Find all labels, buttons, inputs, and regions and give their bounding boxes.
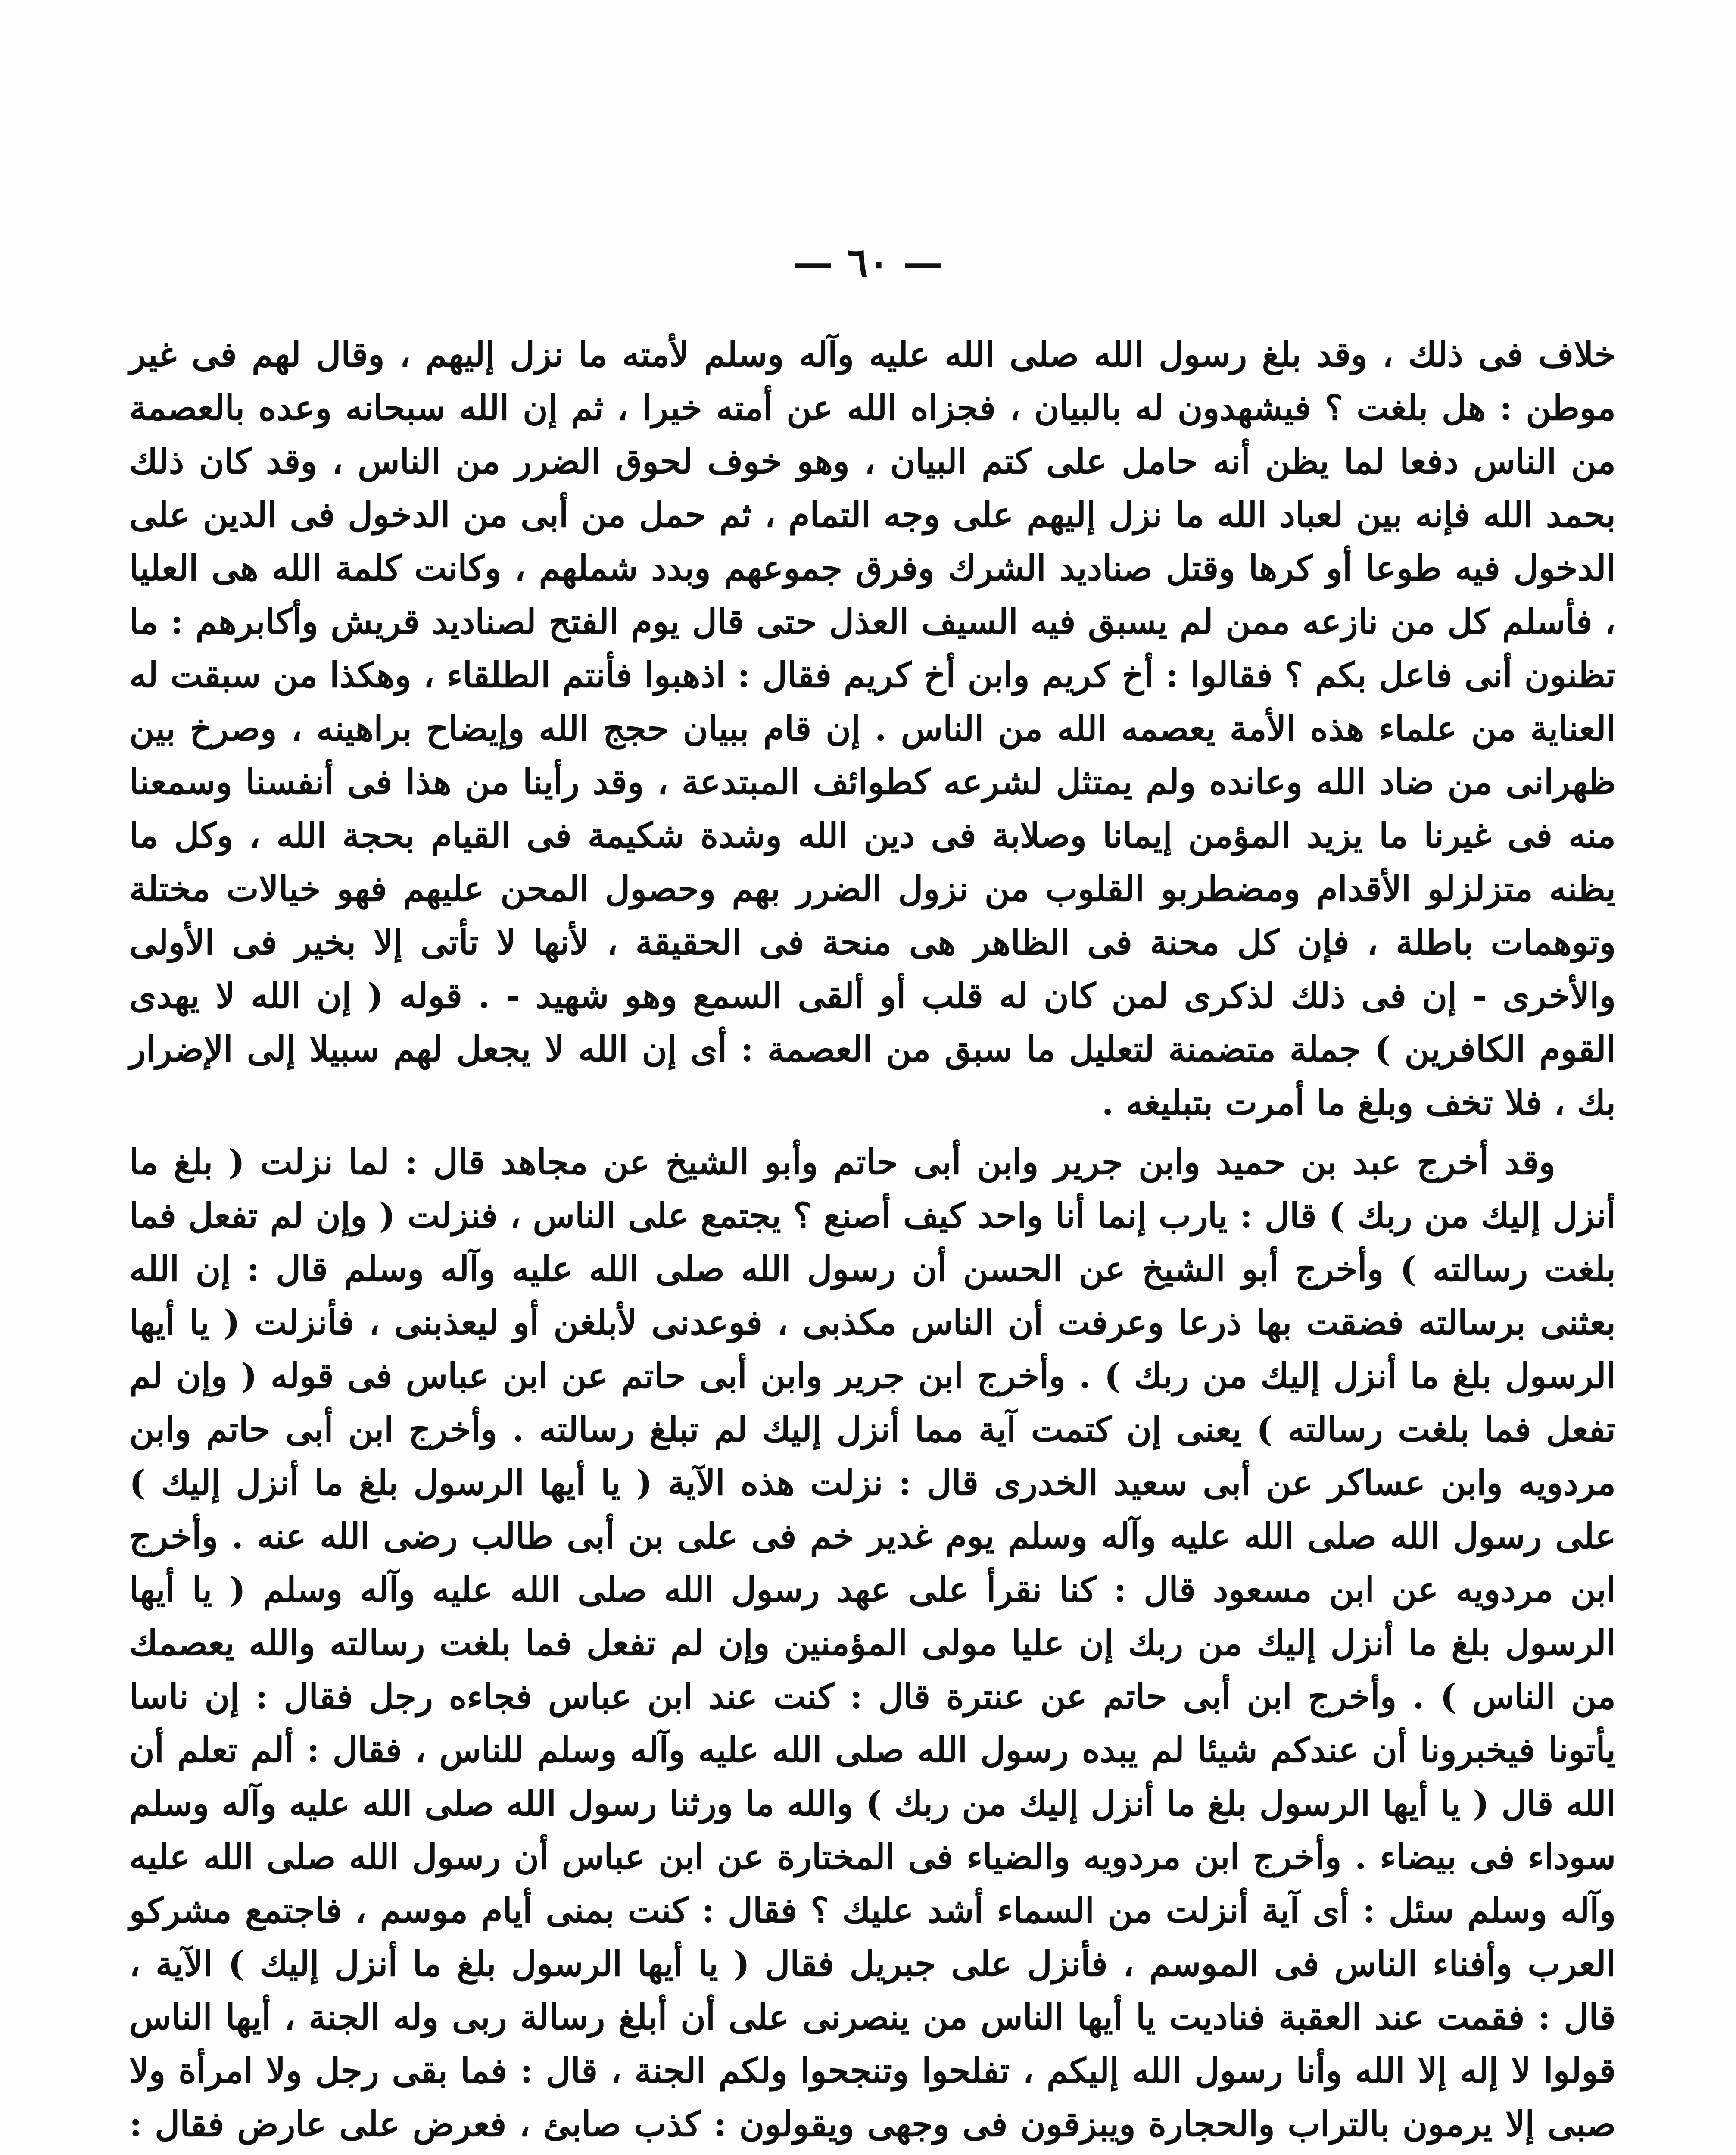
page-number: — ٦٠ — [793,239,943,286]
paragraph-narrations: وقد أخرج عبد بن حميد وابن جرير وابن أبى حاتم وأبو الشيخ عن مجاهد قال : لما نزلت ( بلغ ما أنزل إليك من ربك ) قال : يارب إنما أنا واحد كيف أصنع ؟ يجتمع على الناس ، فنزلت ( وإن لم تفعل فما بلغت رسالته ) وأخرج أبو الشيخ عن الحسن أن رسول الله صلى الله عليه وآله وسلم قال : إن الله بعثنى برسالته فضقت بها ذرعا وعرفت أن الناس مكذبى ، فوعدنى لأبلغن أو ليعذبنى ، فأنزلت ( يا أيها الرسول بلغ ما أنزل إليك من ربك ) . وأخرج ابن جرير وابن أبى حاتم عن ابن عباس فى قوله ( وإن لم تفعل فما بلغت رسالته ) يعنى إن كتمت آية مما أنزل إليك لم تبلغ رسالته . وأخرج ابن أبى حاتم وابن مردويه وابن عساكر عن أبى سعيد الخدرى قال : نزلت هذه الآية ( يا أيها الرسول بلغ ما أنزل إليك ) على رسول الله صلى الله عليه وآله وسلم يوم غدير خم فى على بن أبى طالب رضى الله عنه . وأخرج ابن مردويه عن ابن مسعود قال : كنا نقرأ على عهد رسول الله صلى الله عليه وآله وسلم ( يا أيها الرسول بلغ ما أنزل إليك من ربك إن عليا مولى المؤمنين وإن لم تفعل فما بلغت رسالته والله يعصمك من الناس ) . وأخرج ابن أبى حاتم عن عنترة قال : كنت عند ابن عباس فجاءه رجل فقال : إن ناسا يأتونا فيخبرونا أن عندكم شيئا لم يبده رسول الله صلى الله عليه وآله وسلم للناس ، فقال : ألم تعلم أن الله قال ( يا أيها الرسول بلغ ما أنزل إليك من ربك ) والله ما ورثنا رسول الله صلى الله عليه وآله وسلم سوداء فى بيضاء . وأخرج ابن مردويه والضياء فى المختارة عن ابن عباس أن رسول الله صلى الله عليه وآله وسلم سئل : أى آية أنزلت من السماء أشد عليك ؟ فقال : كنت بمنى أيام موسم ، فاجتمع مشركو العرب وأفناء الناس فى الموسم ، فأنزل على جبريل فقال ( يا أيها الرسول بلغ ما أنزل إليك ) الآية ، قال : فقمت عند العقبة فناديت يا أيها الناس من ينصرنى على أن أبلغ رسالة ربى وله الجنة ، أيها الناس قولوا لا إله إلا الله وأنا رسول الله إليكم ، تفلحوا وتنجحوا ولكم الجنة ، قال : فما بقى رجل ولا امرأة ولا صبى إلا يرمون بالتراب والحجارة ويبزقون فى وجهى ويقولون : كذب صابئ ، فعرض على عارض فقال : [129,1142,1616,2144]
body-text [129,328,1616,2155]
paragraph-commentary: خلاف فى ذلك ، وقد بلغ رسول الله صلى الله عليه وآله وسلم لأمته ما نزل إليهم ، وقال لهم فى غير موطن : هل بلغت ؟ فيشهدون له بالبيان ، فجزاه الله عن أمته خيرا ، ثم إن الله سبحانه وعده بالعصمة من الناس دفعا لما يظن أنه حامل على كتم البيان ، وهو خوف لحوق الضرر من الناس ، وقد كان ذلك بحمد الله فإنه بين لعباد الله ما نزل إليهم على وجه التمام ، ثم حمل من أبى من الدخول فى الدين على الدخول فيه طوعا أو كرها وقتل صناديد الشرك وفرق جموعهم وبدد شملهم ، وكانت كلمة الله هى العليا ، فأسلم كل من نازعه ممن لم يسبق فيه السيف العذل حتى قال يوم الفتح لصناديد قريش وأكابرهم : ما تظنون أنى فاعل بكم ؟ فقالوا : أخ كريم وابن أخ كريم فقال : اذهبوا فأنتم الطلقاء ، وهكذا من سبقت له العناية من علماء هذه الأمة يعصمه الله من الناس . إن قام ببيان حجج الله وإيضاح براهينه ، وصرخ بين ظهرانى من ضاد الله وعانده ولم يمتثل لشرعه كطوائف المبتدعة ، وقد رأينا من هذا فى أنفسنا وسمعنا منه فى غيرنا ما يزيد المؤمن إيمانا وصلابة فى دين الله وشدة شكيمة فى القيام بحجة الله ، وكل ما يظنه متزلزلو الأقدام ومضطربو القلوب من نزول الضرر بهم وحصول المحن عليهم فهو خيالات مختلة وتوهمات باطلة ، فإن كل محنة فى الظاهر هى منحة فى الحقيقة ، لأنها لا تأتى إلا بخير فى الأولى والأخرى - إن فى ذلك لذكرى لمن كان له قلب أو ألقى السمع وهو شهيد - . قوله ( إن الله لا يهدى القوم الكافرين ) جملة متضمنة لتعليل ما سبق من العصمة : أى إن الله لا يجعل لهم سبيلا إلى الإضرار بك ، فلا تخف وبلغ ما أمرت بتبليغه . [129,334,1616,1123]
